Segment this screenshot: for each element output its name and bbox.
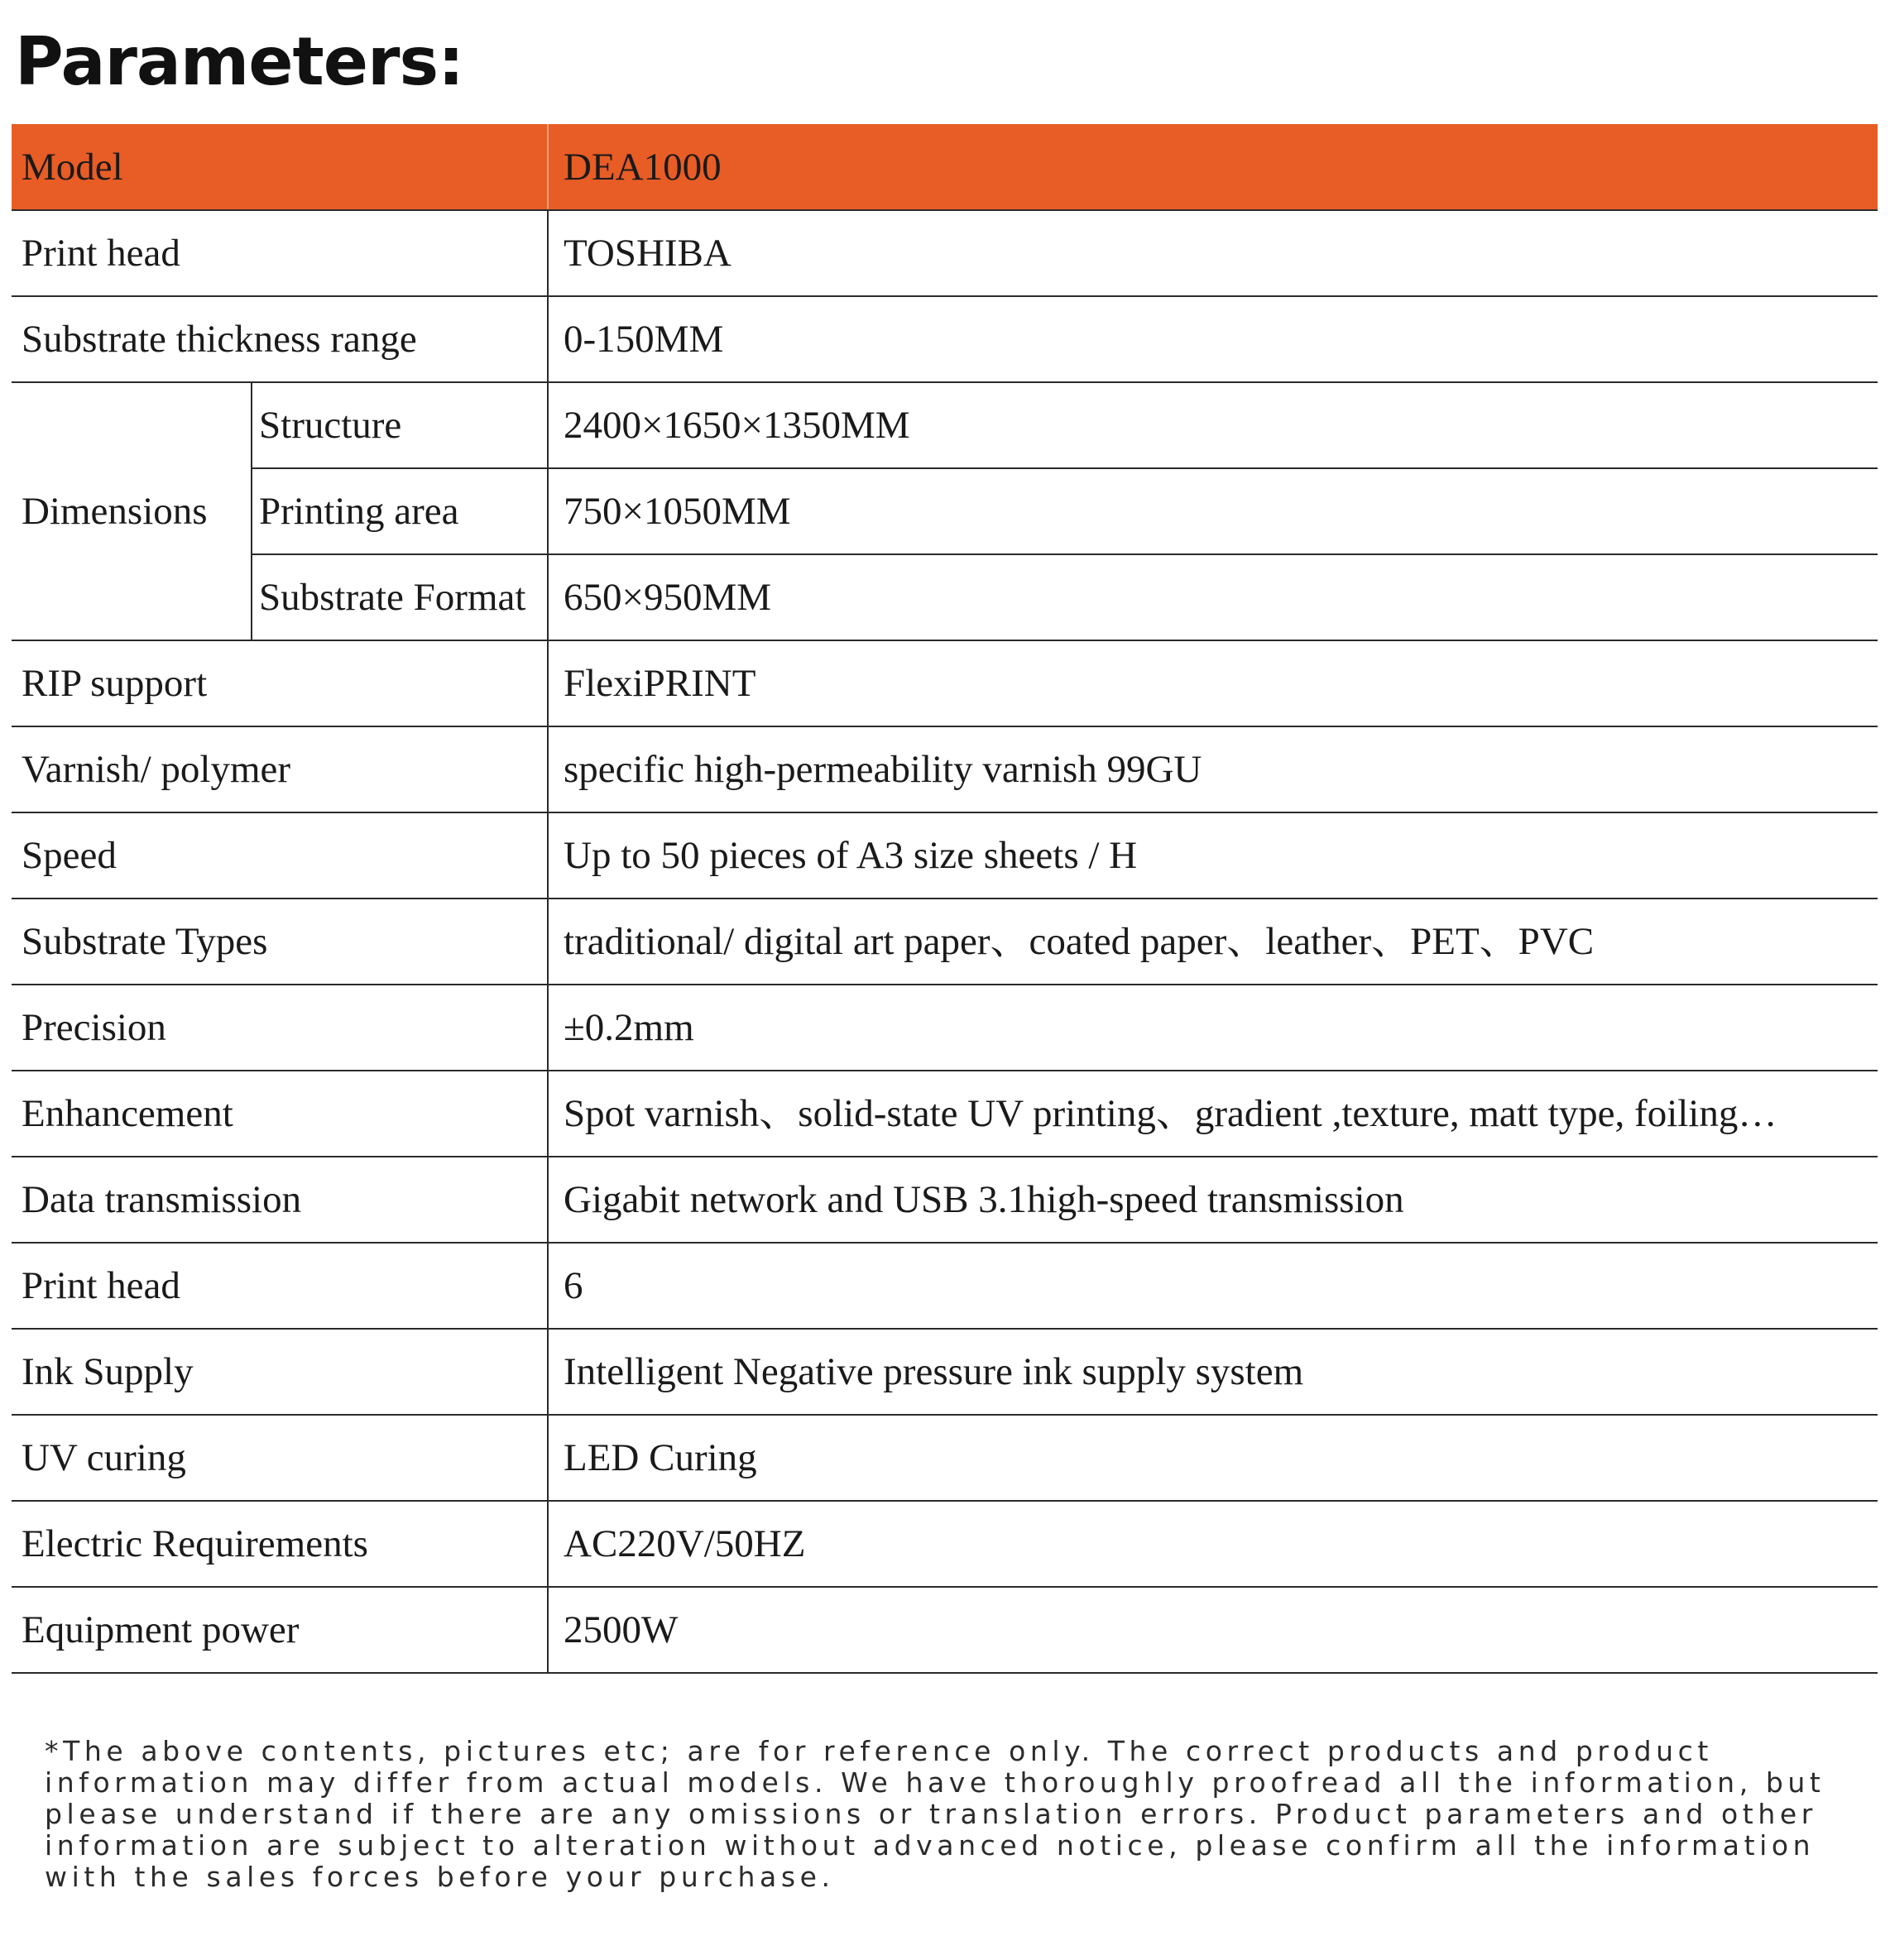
- row-label: Data transmission: [12, 1157, 548, 1243]
- row-value: 2500W: [548, 1587, 1878, 1673]
- row-label: Speed: [12, 812, 548, 899]
- table-row: [12, 1071, 1878, 1157]
- row-label: Equipment power: [12, 1587, 548, 1673]
- table-row: [12, 1329, 1878, 1415]
- table-row: [12, 1501, 1878, 1587]
- row-label: Print head: [12, 210, 548, 296]
- table-row: [12, 296, 1878, 382]
- row-value: Spot varnish、solid-state UV printing、gradient ,texture, matt type, foiling…: [548, 1071, 1878, 1157]
- disclaimer-footnote: *The above contents, pictures etc; are for reference only. The correct products and product information may differ from actual models. We have thoroughly proofread all the information, but please understand if there are any omissions or translation errors. Product parameters and other information are subject to alteration without advanced notice, please confirm all the information with the sales forces before your purchase.: [45, 1735, 1825, 1893]
- row-value: FlexiPRINT: [548, 640, 1878, 726]
- table-row: [12, 640, 1878, 726]
- row-label: Print head: [12, 1243, 548, 1329]
- parameters-table: [12, 124, 1878, 1674]
- table-row-dimensions: [12, 468, 1878, 554]
- dimension-value: 2400×1650×1350MM: [548, 382, 1878, 468]
- row-value: Intelligent Negative pressure ink supply system: [548, 1329, 1878, 1415]
- table-header-row: [12, 124, 1878, 210]
- row-value: Gigabit network and USB 3.1high-speed transmission: [548, 1157, 1878, 1243]
- dimension-sub-label: Substrate Format: [252, 554, 548, 640]
- table-row: [12, 1587, 1878, 1673]
- dimension-value: 750×1050MM: [548, 468, 1878, 554]
- row-value: Up to 50 pieces of A3 size sheets / H: [548, 812, 1878, 899]
- row-label: Substrate thickness range: [12, 296, 548, 382]
- row-value: LED Curing: [548, 1415, 1878, 1501]
- row-label: Electric Requirements: [12, 1501, 548, 1587]
- row-value: AC220V/50HZ: [548, 1501, 1878, 1587]
- dimensions-group-label: Dimensions: [12, 382, 252, 640]
- row-label: Enhancement: [12, 1071, 548, 1157]
- row-value: 0-150MM: [548, 296, 1878, 382]
- table-row: [12, 1243, 1878, 1329]
- table-row: [12, 1415, 1878, 1501]
- table-row: [12, 812, 1878, 899]
- row-label: RIP support: [12, 640, 548, 726]
- header-label: Model: [12, 124, 548, 210]
- row-label: Precision: [12, 985, 548, 1071]
- row-label: Varnish/ polymer: [12, 726, 548, 812]
- dimension-value: 650×950MM: [548, 554, 1878, 640]
- row-label: UV curing: [12, 1415, 548, 1501]
- table-row-dimensions: [12, 554, 1878, 640]
- row-value: ±0.2mm: [548, 985, 1878, 1071]
- row-label: Substrate Types: [12, 899, 548, 985]
- page-title: Parameters:: [15, 23, 464, 100]
- header-value: DEA1000: [548, 124, 1878, 210]
- row-value: traditional/ digital art paper、coated paper、leather、PET、PVC: [548, 899, 1878, 985]
- dimension-sub-label: Structure: [252, 382, 548, 468]
- table-row: [12, 1157, 1878, 1243]
- table-row-dimensions: [12, 382, 1878, 468]
- table-row: [12, 985, 1878, 1071]
- table-row: [12, 899, 1878, 985]
- row-label: Ink Supply: [12, 1329, 548, 1415]
- row-value: specific high-permeability varnish 99GU: [548, 726, 1878, 812]
- dimension-sub-label: Printing area: [252, 468, 548, 554]
- row-value: 6: [548, 1243, 1878, 1329]
- table-row: [12, 210, 1878, 296]
- row-value: TOSHIBA: [548, 210, 1878, 296]
- table-row: [12, 726, 1878, 812]
